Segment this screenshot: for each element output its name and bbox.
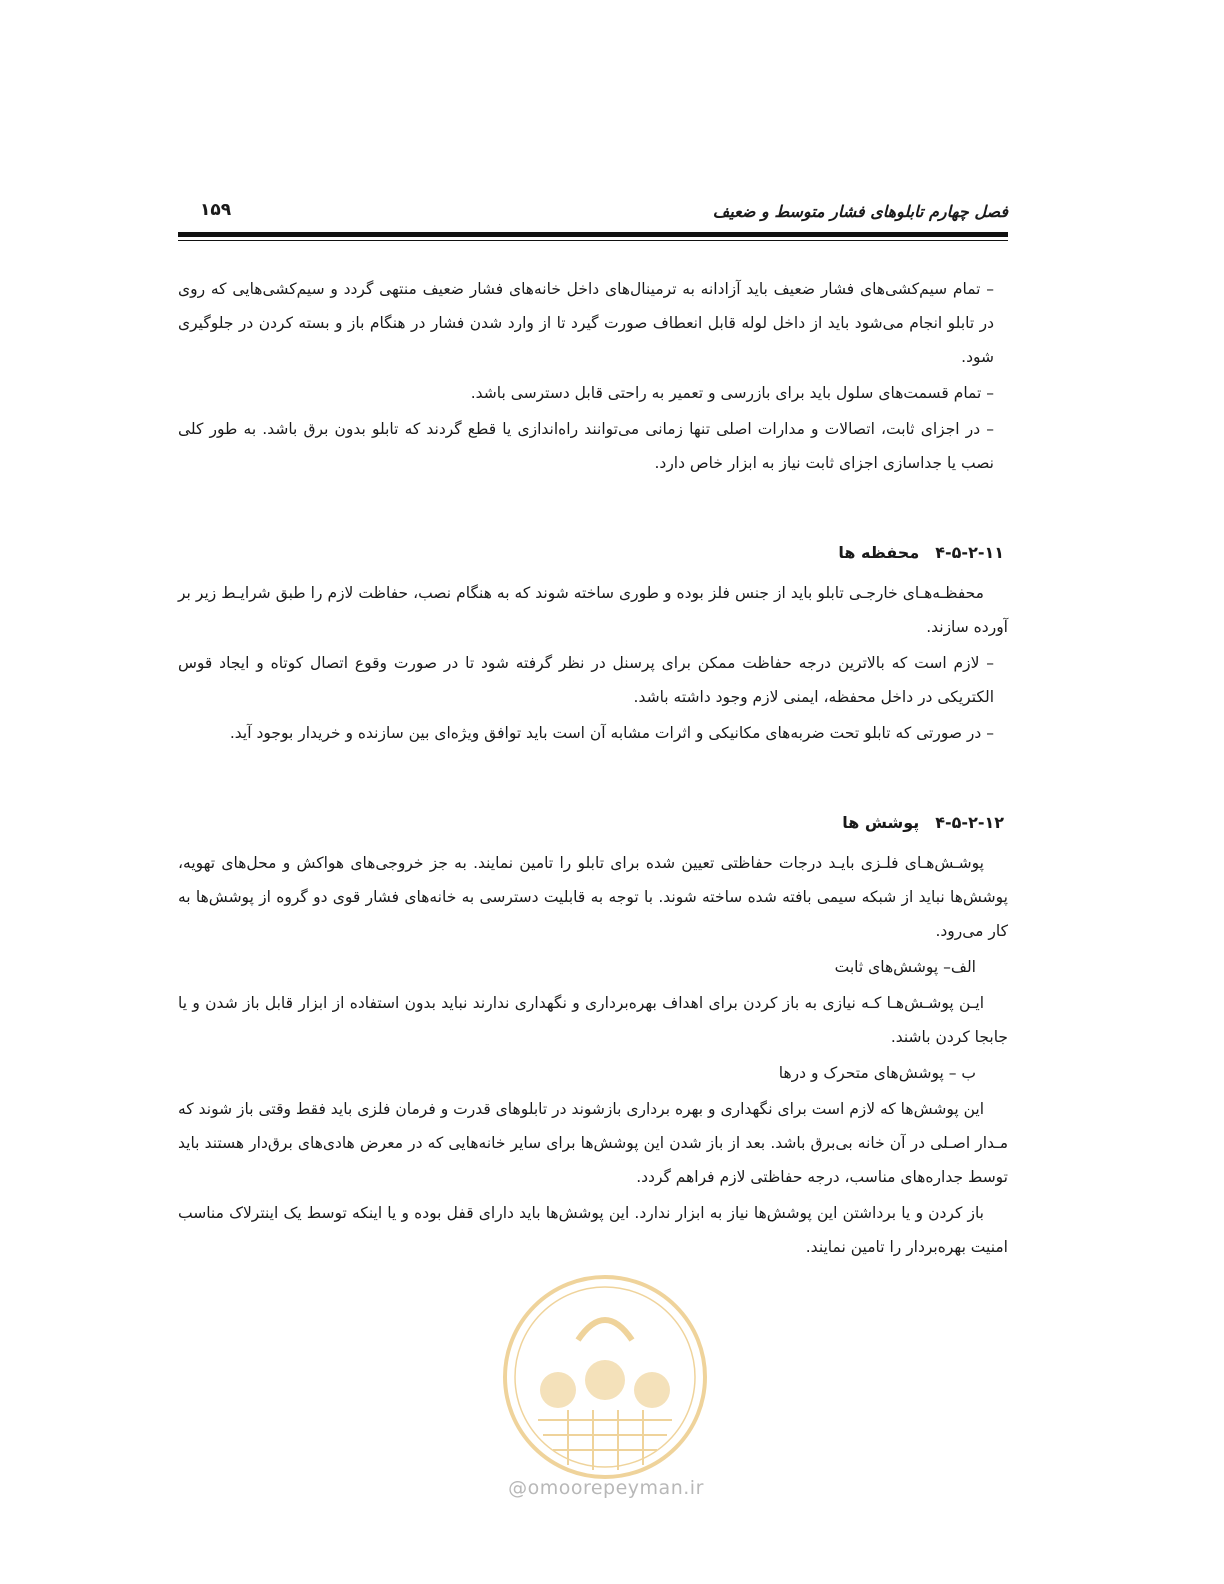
page-body [178, 272, 1008, 1266]
section-title: پوشش ها [842, 813, 920, 832]
watermark-url: @omoorepeyman.ir [508, 1477, 704, 1499]
intro-bullet: – تمام قسمت‌های سلول باید برای بازرسی و تعمیر به راحتی قابل دسترسی باشد. [470, 384, 994, 402]
section-number: ۴-۵-۲-۱۱ [935, 543, 1004, 562]
header-rule-thin [178, 240, 1008, 241]
section-paragraph: باز کردن و یا برداشتن این پوشش‌ها نیاز به ابزار ندارد. این پوشش‌ها باید دارای قفل بوده و یا اینکه توسط یک اینترلاک مناسب امنیت بهره‌بردار را تامین نمایند. [178, 1204, 1008, 1256]
page-header [178, 196, 1008, 248]
subheading-fixed-covers: الف– پوشش‌های ثابت [834, 958, 976, 976]
section-heading-enclosures [178, 536, 1008, 570]
section-paragraph: پوشـش‌هـای فلـزی بایـد درجات حفاظتی تعیین شده برای تابلو را تامین نمایند. به جز خروجی‌های هواکش و محل‌های تهویه، پوشش‌ها نباید از شبکه سیمی بافته شده ساخته شوند. با توجه به قابلیت دسترسی به خانه‌های فشار قوی دو گروه از پوشش‌ها به کار می‌رود. [178, 854, 1008, 940]
section-number: ۴-۵-۲-۱۲ [935, 813, 1004, 832]
intro-bullet: – در اجزای ثابت، اتصالات و مدارات اصلی تنها زمانی می‌توانند راه‌اندازی یا قطع گردند که تابلو بدون برق باشد. به طور کلی نصب یا جداسازی اجزای ثابت نیاز به ابزار خاص دارد. [178, 420, 994, 472]
section-paragraph: ایـن پوشـش‌هـا کـه نیازی به باز کردن برای اهداف بهره‌برداری و نگهداری ندارند نباید بدون استفاده از ابزار قابل باز شدن و یا جابجا کردن باشند. [178, 994, 1008, 1046]
chapter-title: فصل چهارم تابلوهای فشار متوسط و ضعیف [712, 202, 1008, 221]
intro-bullet: – تمام سیم‌کشی‌های فشار ضعیف باید آزادانه به ترمینال‌های داخل خانه‌های فشار ضعیف منتهی گردد و سیم‌کشی‌هایی که روی در تابلو انجام می‌شود باید از داخل لوله قابل انعطاف صورت گیرد تا از وارد شدن فشار در هنگام باز و بسته کردن در جلوگیری شود. [178, 280, 994, 366]
section-bullet: – لازم است که بالاترین درجه حفاظت ممکن برای پرسنل در نظر گرفته شود تا در صورت وقوع اتصال کوتاه و ایجاد قوس الکتریکی در داخل محفظه، ایمنی لازم وجود داشته باشد. [178, 654, 994, 706]
section-paragraph: این پوشش‌ها که لازم است برای نگهداری و بهره برداری بازشوند در تابلوهای قدرت و فرمان فلزی باید فقط وقتی باز شوند که مـدار اصـلی در آن خانه بی‌برق باشد. بعد از باز شدن این پوشش‌ها برای سایر خانه‌هایی که در معرض هادی‌های برق‌دار هستند باید توسط جداره‌های مناسب، درجه حفاظتی لازم فراهم گردد. [178, 1100, 1008, 1186]
section-bullet: – در صورتی که تابلو تحت ضربه‌های مکانیکی و اثرات مشابه آن است باید توافق ویژه‌ای بین سازنده و خریدار بوجود آید. [229, 724, 994, 742]
page-number: ۱۵۹ [200, 200, 232, 220]
section-heading-covers [178, 806, 1008, 840]
header-rule-thick [178, 232, 1008, 237]
watermark-logo [498, 1270, 712, 1484]
section-paragraph: محفظـه‌هـای خارجـی تابلو باید از جنس فلز بوده و طوری ساخته شوند که به هنگام نصب، حفاظت لازم را طبق شرایـط زیر بر آورده سازند. [178, 584, 1008, 636]
section-title: محفظه ها [838, 543, 920, 562]
subheading-movable-covers: ب – پوشش‌های متحرک و درها [778, 1064, 976, 1082]
